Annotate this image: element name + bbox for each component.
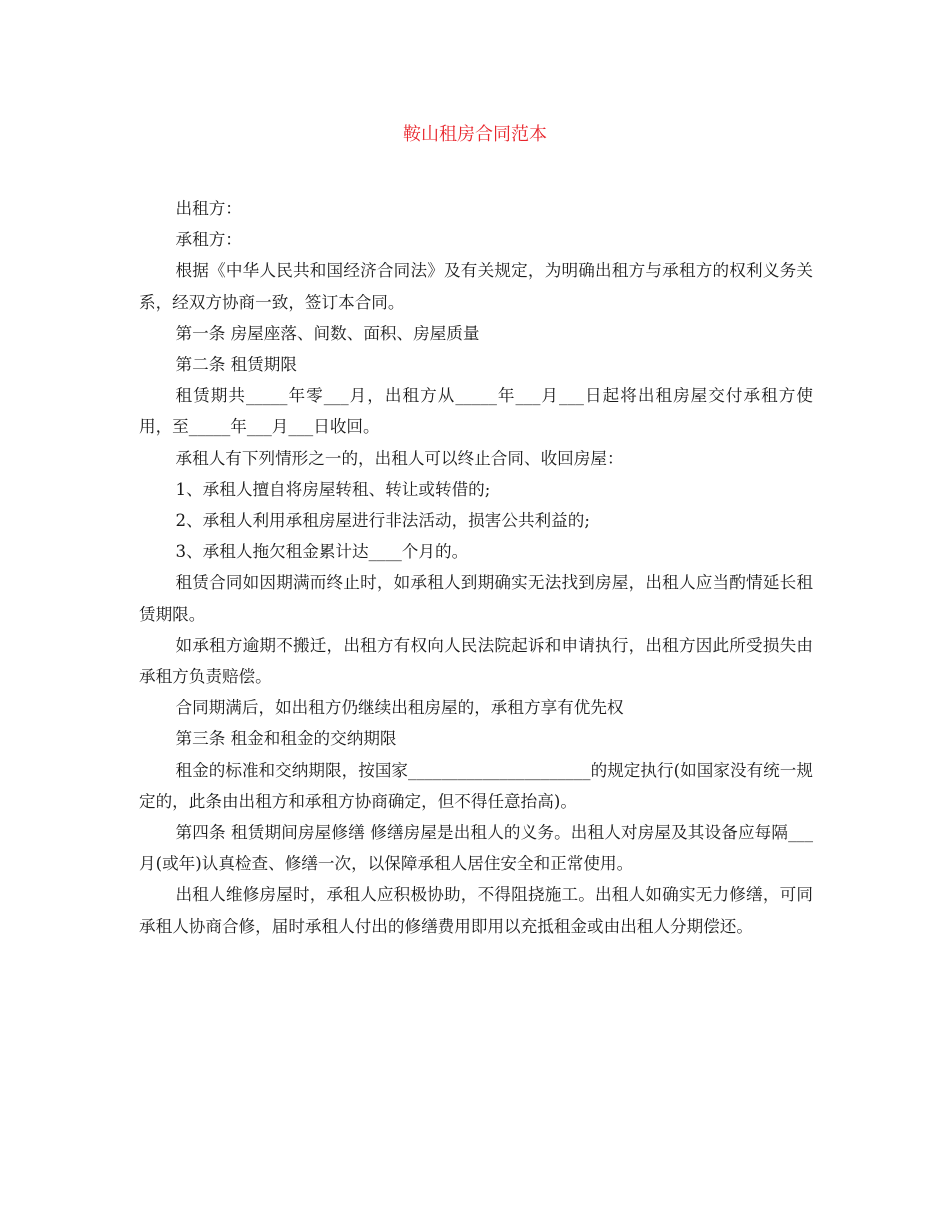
paragraph-priority: 合同期满后，如出租方仍继续出租房屋的，承租方享有优先权 — [175, 698, 624, 718]
list-item-2: 2、承租人利用承租房屋进行非法活动，损害公共利益的; — [175, 511, 590, 531]
list-item-3: 3、承租人拖欠租金累计达____个月的。 — [175, 542, 469, 562]
article-1-heading: 第一条 房屋座落、间数、面积、房屋质量 — [175, 323, 480, 343]
list-item-1: 1、承租人擅自将房屋转租、转让或转借的; — [175, 479, 491, 499]
paragraph-preamble: 根据《中华人民共和国经济合同法》及有关规定，为明确出租方与承租方的权利义务关系，经双方协商一致，签订本合同。 — [139, 261, 813, 312]
article-3-heading: 第三条 租金和租金的交纳期限 — [175, 729, 397, 749]
paragraph-termination-intro: 承租人有下列情形之一的，出租人可以终止合同、收回房屋： — [175, 448, 624, 468]
document-body — [139, 193, 813, 942]
paragraph-lease-term: 租赁期共_____年零___月，出租方从_____年___月___日起将出租房屋交付承租方使用，至_____年___月___日收回。 — [139, 386, 813, 437]
paragraph-rent-standard: 租金的标准和交纳期限，按国家______________________的规定执行(如国家没有统一规定的，此条由出租方和承租方协商确定，但不得任意抬高)。 — [139, 760, 813, 811]
paragraph-lessor: 出租方： — [175, 199, 242, 218]
paragraph-extension: 租赁合同如因期满而终止时，如承租人到期确实无法找到房屋，出租人应当酌情延长租赁期限。 — [139, 573, 813, 624]
paragraph-overdue: 如承租方逾期不搬迁，出租方有权向人民法院起诉和申请执行，出租方因此所受损失由承租方负责赔偿。 — [139, 635, 813, 687]
document-title: 鞍山租房合同范本 — [403, 124, 547, 145]
paragraph-lessee: 承租方： — [175, 230, 242, 250]
paragraph-repair: 出租人维修房屋时，承租人应积极协助，不得阻挠施工。出租人如确实无力修缮，可同承租人协商合修，届时承租人付出的修缮费用即用以充抵租金或由出租人分期偿还。 — [139, 885, 813, 936]
article-4-paragraph: 第四条 租赁期间房屋修缮 修缮房屋是出租人的义务。出租人对房屋及其设备应每隔___月(或年)认真检查、修缮一次，以保障承租人居住安全和正常使用。 — [139, 823, 813, 874]
article-2-heading: 第二条 租赁期限 — [175, 355, 297, 375]
